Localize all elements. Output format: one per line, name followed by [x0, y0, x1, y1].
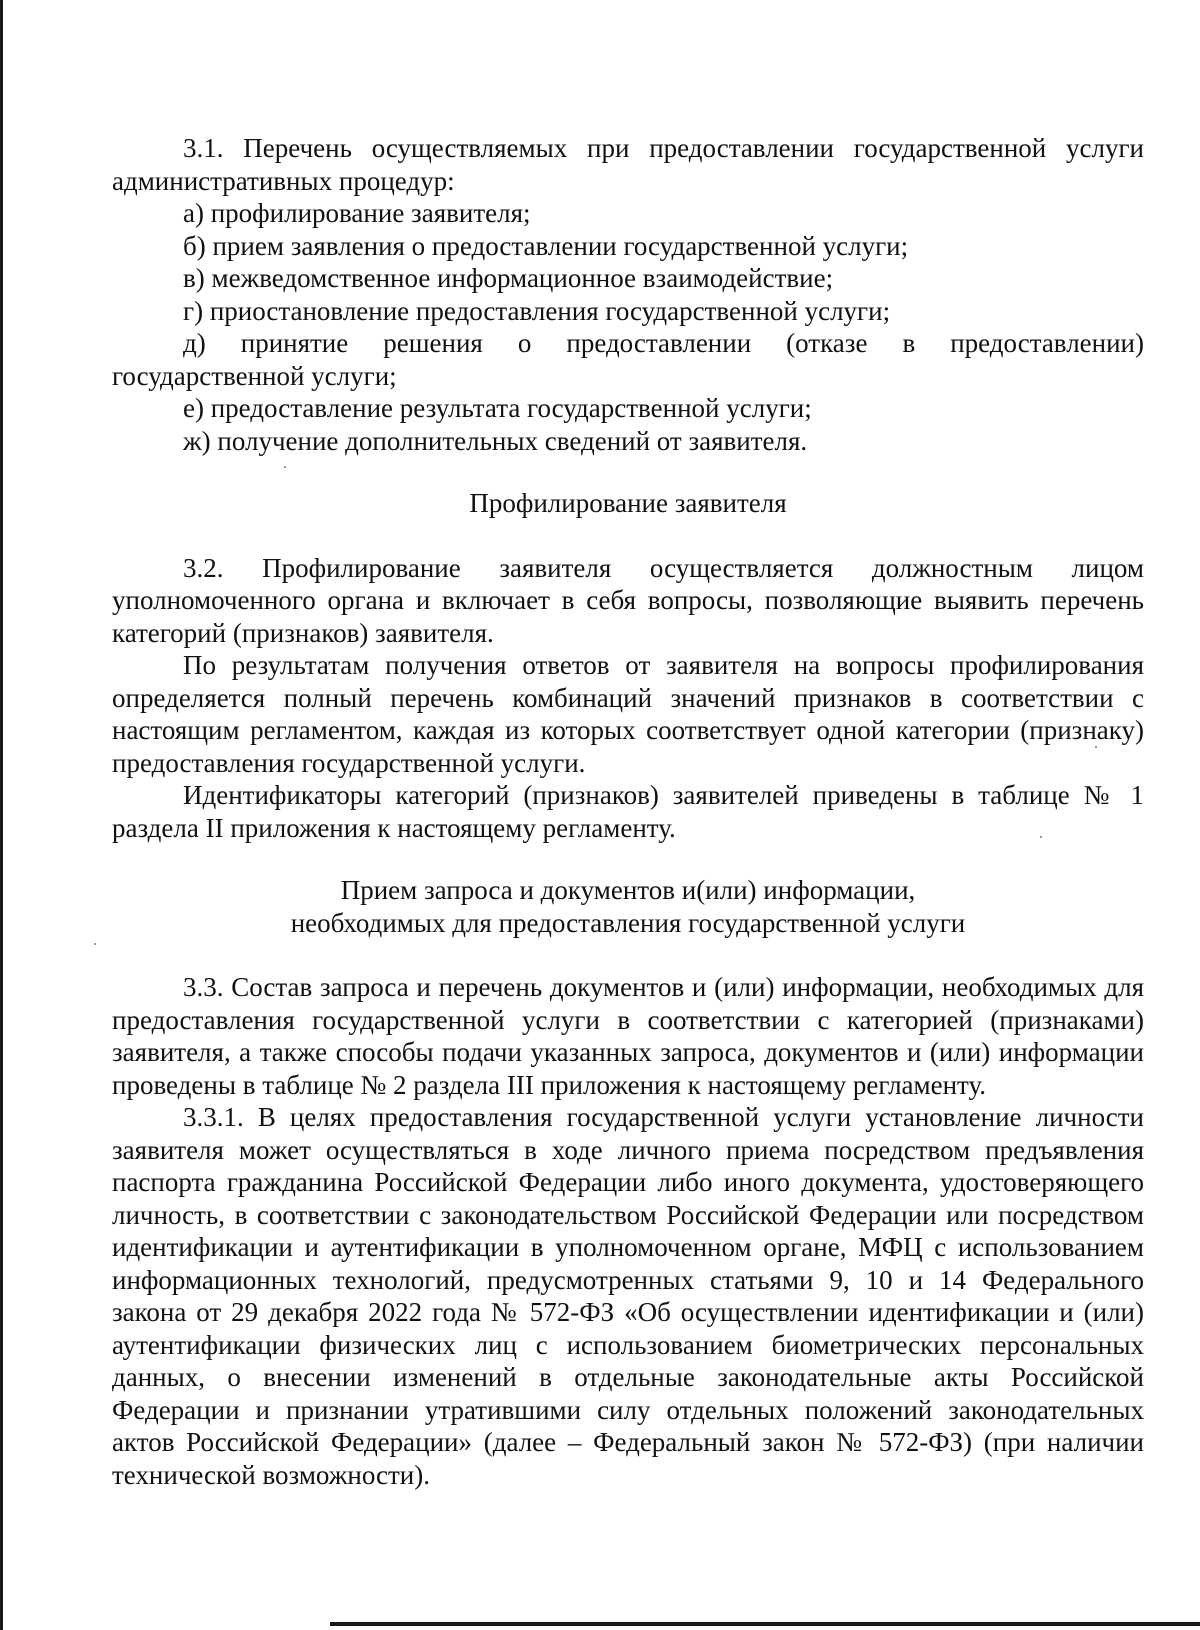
paragraph: Идентификаторы категорий (признаков) заявителей приведены в таблице № 1 раздела II приложения к настоящему регламенту. — [112, 780, 1144, 843]
list-item: е) предоставление результата государственной услуги; — [183, 393, 812, 423]
list-item: в) межведомственное информационное взаимодействие; — [183, 263, 834, 293]
paragraph-3-3-1: 3.3.1. В целях предоставления государственной услуги установление личности заявителя может осуществляться в ходе личного приема посредством предъявления паспорта гражданина Российской Федерации либо иного документа, удостоверяющего личность, в соответствии с законодательством Российской Федерации или посредством идентификации и аутентификации в уполномоченном органе, МФЦ с использованием информационных технологий, предусмотренных статьями 9, 10 и 14 Федерального закона от 29 декабря 2022 года № 572-ФЗ «Об осуществлении идентификации и (или) аутентификации физических лиц с использованием биометрических персональных данных, о внесении изменений в отдельные законодательные акты Российской Федерации и признании утратившими силу отдельных положений законодательных актов Российской Федерации» (далее – Федеральный закон № 572-ФЗ) (при наличии технической возможности). — [112, 1102, 1144, 1490]
document-body — [112, 132, 1144, 1491]
section-3-1-intro: 3.1. Перечень осуществляемых при предоставлении государственной услуги административных процедур: — [112, 133, 1144, 196]
scan-speck — [94, 943, 96, 945]
paragraph-3-2: 3.2. Профилирование заявителя осуществляется должностным лицом уполномоченного органа и включает в себя вопросы, позволяющие выявить перечень категорий (признаков) заявителя. — [112, 552, 1144, 648]
paragraph-3-3: 3.3. Состав запроса и перечень документов и (или) информации, необходимых для предоставления государственной услуги в соответствии с категорией (признаками) заявителя, а также способы подачи указанных запроса, документов и (или) информации проведены в таблице № 2 раздела III приложения к настоящему регламенту. — [112, 972, 1144, 1100]
scan-edge-bottom — [330, 1622, 1200, 1626]
scan-edge-left — [0, 0, 3, 1630]
list-item: а) профилирование заявителя; — [183, 198, 531, 228]
heading-line: необходимых для предоставления государственной услуги — [290, 907, 966, 938]
heading-line: Прием запроса и документов и(или) информации, — [340, 875, 916, 905]
section-heading-reception — [112, 874, 1144, 939]
list-item: г) приостановление предоставления государственной услуги; — [183, 295, 891, 326]
paragraph: По результатам получения ответов от заявителя на вопросы профилирования определяется полный перечень комбинаций значений признаков в соответствии с настоящим регламентом, каждая из которых соответствует одной категории (признаку) предоставления государственной услуги. — [112, 650, 1144, 778]
list-item: б) прием заявления о предоставлении государственной услуги; — [183, 230, 909, 261]
list-item: д) принятие решения о предоставлении (отказе в предоставлении) государственной услуги; — [112, 328, 1144, 391]
section-heading-profiling: Профилирование заявителя — [469, 488, 787, 518]
list-item: ж) получение дополнительных сведений от заявителя. — [183, 425, 808, 456]
